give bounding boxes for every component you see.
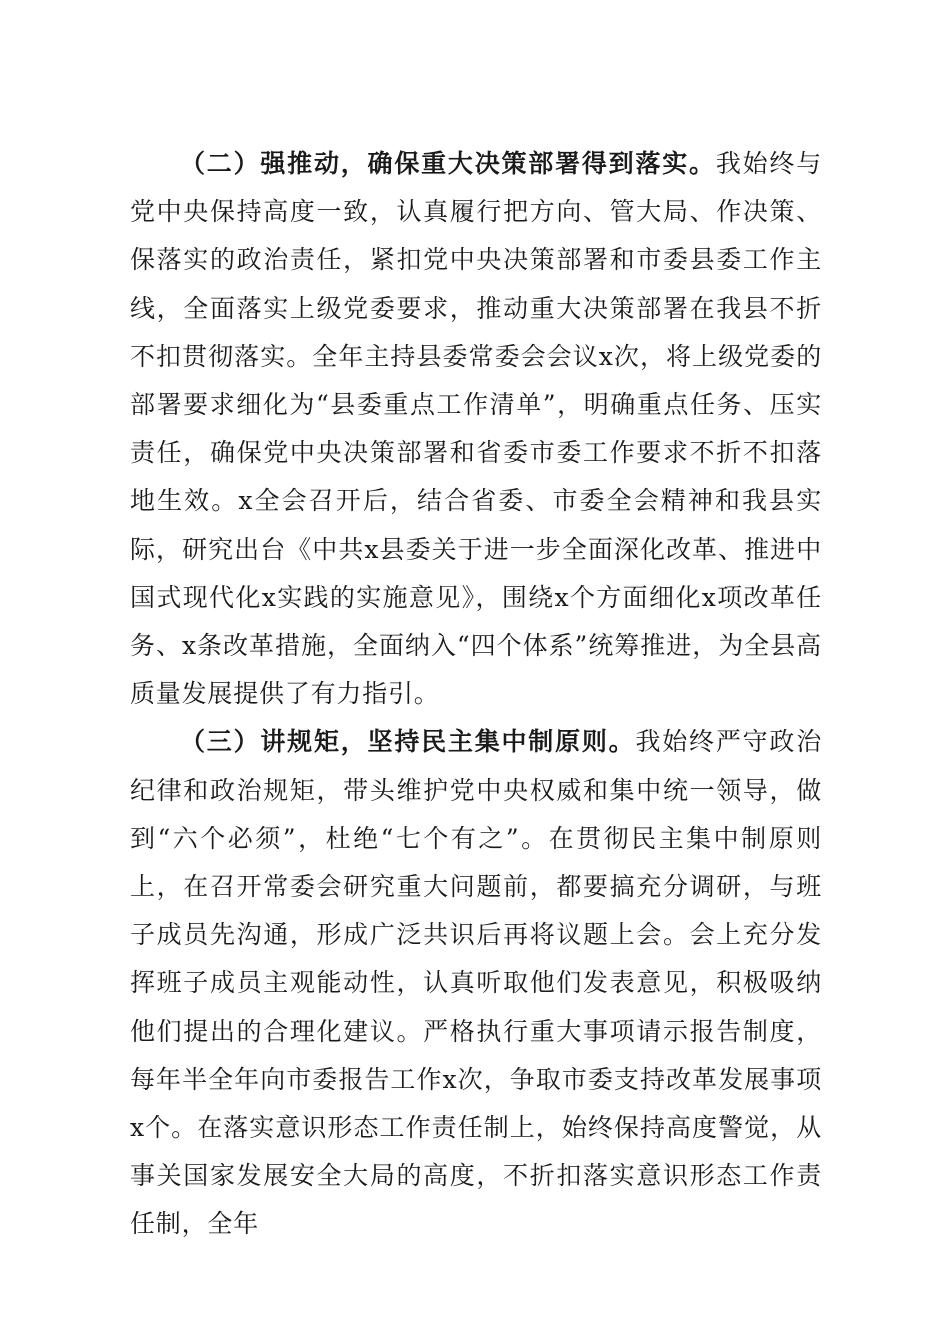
- paragraph-text: 我始终与党中央保持高度一致，认真履行把方向、管大局、作决策、保落实的政治责任，紧扣党中央决策部署和市委县委工作主线，全面落实上级党委要求，推动重大决策部署在我县不折不扣贯彻落实。全年主持县委常委会会议x次，将上级党委的部署要求细化为“县委重点工作清单”，明确重点任务、压实责任，确保党中央决策部署和省委市委工作要求不折不扣落地生效。x全会召开后，结合省委、市委全会精神和我县实际，研究出台《中共x县委关于进一步全面深化改革、推进中国式现代化x实践的实施意见》，围绕x个方面细化x项改革任务、x条改革措施，全面纳入“四个体系”统筹推进，为全县高质量发展提供了有力指引。: [130, 149, 822, 709]
- paragraph-heading: （二）强推动，确保重大决策部署得到落实。: [180, 149, 716, 178]
- paragraph-democratic-centralism: [130, 718, 822, 1248]
- paragraph-decision-implementation: [130, 140, 822, 718]
- document-body: [130, 140, 822, 1249]
- paragraph-heading: （三）讲规矩，坚持民主集中制原则。: [180, 727, 636, 757]
- paragraph-text: 我始终严守政治纪律和政治规矩，带头维护党中央权威和集中统一领导，做到“六个必须”，杜绝“七个有之”。在贯彻民主集中制原则上，在召开常委会研究重大问题前，都要搞充分调研，与班子成员先沟通，形成广泛共识后再将议题上会。会上充分发挥班子成员主观能动性，认真听取他们发表意见，积极吸纳他们提出的合理化建议。严格执行重大事项请示报告制度，每年半全年向市委报告工作x次，争取市委支持改革发展事项x个。在落实意识形态工作责任制上，始终保持高度警觉，从事关国家发展安全大局的高度，不折扣落实意识形态工作责任制，全年: [130, 727, 822, 1239]
